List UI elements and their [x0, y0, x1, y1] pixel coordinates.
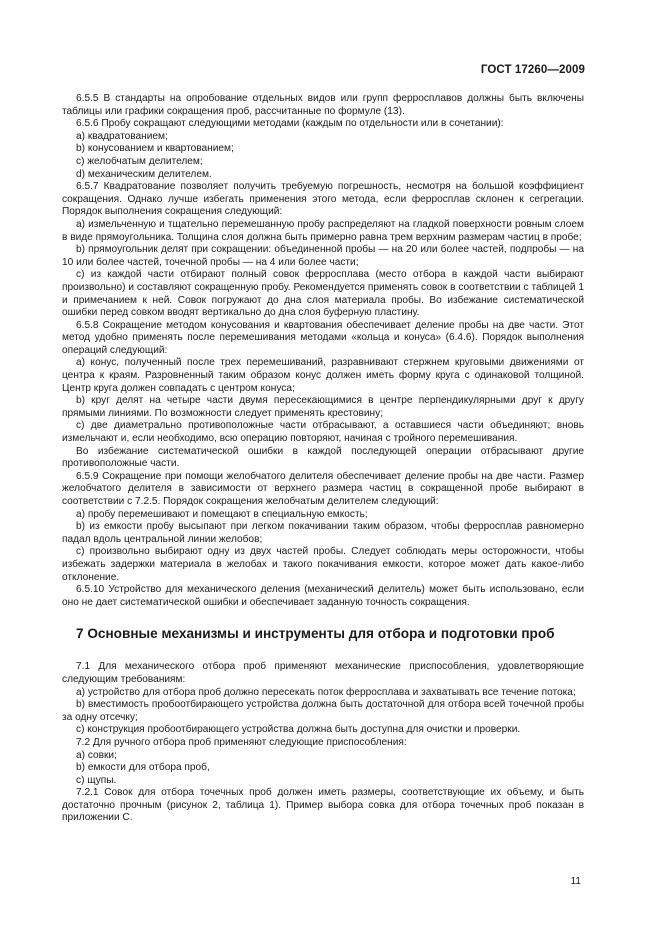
list-item: a) измельченную и тщательно перемешанную пробу распределяют на гладкой поверхности ровным слоем в виде прямоугольника. Толщина слоя должна быть примерно равна трем верхним размерам частиц в пробе;: [62, 218, 584, 243]
list-item: c) произвольно выбирают одну из двух частей пробы. Следует соблюдать меры осторожности, чтобы избежать задержки материала в желобах и такого покачивания емкости, которое может дать какое-либо отклонение.: [62, 546, 584, 583]
paragraph: 7.2 Для ручного отбора проб применяют следующие приспособления:: [76, 736, 407, 748]
list-item: b) емкости для отбора проб,: [76, 762, 210, 774]
paragraph: 6.5.9 Сокращение при помощи желобчатого делителя обеспечивает деление пробы на две части. Размер желобчатого делителя в зависимости от верхнего размера частиц в сокращенной пробе выбирают в соответствии с 7.2.5. Порядок сокращения желобчатым делителем следующий:: [62, 470, 584, 507]
list-item: b) прямоугольник делят при сокращении: объединенной пробы — на 20 или более частей, подпробы — на 10 или более частей, точечной пробы — на 4 или более части;: [62, 244, 584, 268]
list-item: c) желобчатым делителем;: [76, 155, 203, 167]
paragraph: 6.5.7 Квадратование позволяет получить требуемую погрешность, несмотря на большой коэффициент сокращения. Однако лучше избегать применения этого метода, если ферросплав склонен к сегрегации. Порядок выполнения сокращения следующий:: [62, 181, 584, 218]
paragraph: 7.2.1 Совок для отбора точечных проб должен иметь размеры, соответствующие их объему, и быть достаточно прочным (рисунок 2, таблица 1). Пример выбора совка для отбора точечных проб показан в приложении C.: [62, 787, 584, 824]
list-item: a) пробу перемешивают и помещают в специальную емкость;: [76, 508, 368, 520]
document-code-header: ГОСТ 17260—2009: [480, 64, 585, 76]
list-item: a) совки;: [76, 749, 117, 761]
paragraph: 6.5.8 Сокращение методом конусования и квартования обеспечивает деление пробы на две части. Этот метод удобно применять после перемешивания методами «кольца и конуса» (6.4.6). Порядок выполнения операций следующий:: [62, 319, 584, 356]
list-item: а) квадратованием;: [76, 130, 168, 142]
list-item: b) круг делят на четыре части двумя пересекающимися в центре перпендикулярными друг к другу прямыми линиями. По возможности следует применять крестовину;: [62, 395, 584, 419]
list-item: c) из каждой части отбирают полный совок ферросплава (место отбора в каждой части выбирают произвольно) и составляют сокращенную пробу. Рекомендуется применять совок в соответствии с таблицей 1 и примечанием к ней. Совок погружают до дна слоя материала пробы. Во избежание систематической ошибки перед совком вводят вертикально до дна слоя буферную пластину.: [62, 269, 584, 319]
list-item: c) щупы.: [76, 774, 117, 786]
paragraph: 6.5.6 Пробу сокращают следующими методами (каждым по отдельности или в сочетании):: [76, 118, 504, 130]
page-number: 11: [570, 876, 581, 887]
list-item: a) конус, полученный после трех перемешиваний, разравнивают стержнем круговыми движениями от центра к краям. Разровненный таким образом конус должен иметь форму круга с одинаковой толщиной. Центр круга должен совпадать с центром конуса;: [62, 357, 584, 394]
list-item: b) вместимость пробоотбирающего устройства должна быть достаточной для отбора всей точечной пробы за одну отсечку;: [62, 699, 584, 723]
paragraph: 6.5.10 Устройство для механического деления (механический делитель) может быть использовано, если оно не дает систематической ошибки и обеспечивает заданную точность сокращения.: [62, 584, 584, 608]
list-item: c) конструкция пробоотбирающего устройства должна быть доступна для очистки и проверки.: [76, 724, 521, 736]
list-item: d) механическим делителем.: [76, 168, 212, 180]
document-body: [62, 93, 584, 825]
list-item: a) устройство для отбора проб должно пересекать поток ферросплава и захватывать все течение потока;: [76, 686, 576, 698]
paragraph: Во избежание систематической ошибки в каждой последующей операции отбрасывают другие противоположные части.: [62, 445, 584, 470]
list-item: b) конусованием и квартованием;: [76, 143, 234, 155]
paragraph: 6.5.5 В стандарты на опробование отдельных видов или групп ферросплавов должны быть включены таблицы или графики сокращения проб, рассчитанные по формуле (13).: [62, 93, 584, 117]
paragraph: 7.1 Для механического отбора проб применяют механические приспособления, удовлетворяющие следующим требованиям:: [62, 661, 584, 685]
list-item: b) из емкости пробу высыпают при легком покачивании таким образом, чтобы ферросплав равномерно падал вдоль центральной линии желобов;: [62, 521, 584, 545]
list-item: c) две диаметрально противоположные части отбрасывают, а оставшиеся части объединяют; вновь измельчают и, если необходимо, всю операцию повторяют, начиная с тройного перемешивания.: [62, 420, 584, 445]
section-heading: 7 Основные механизмы и инструменты для отбора и подготовки проб: [76, 626, 555, 642]
